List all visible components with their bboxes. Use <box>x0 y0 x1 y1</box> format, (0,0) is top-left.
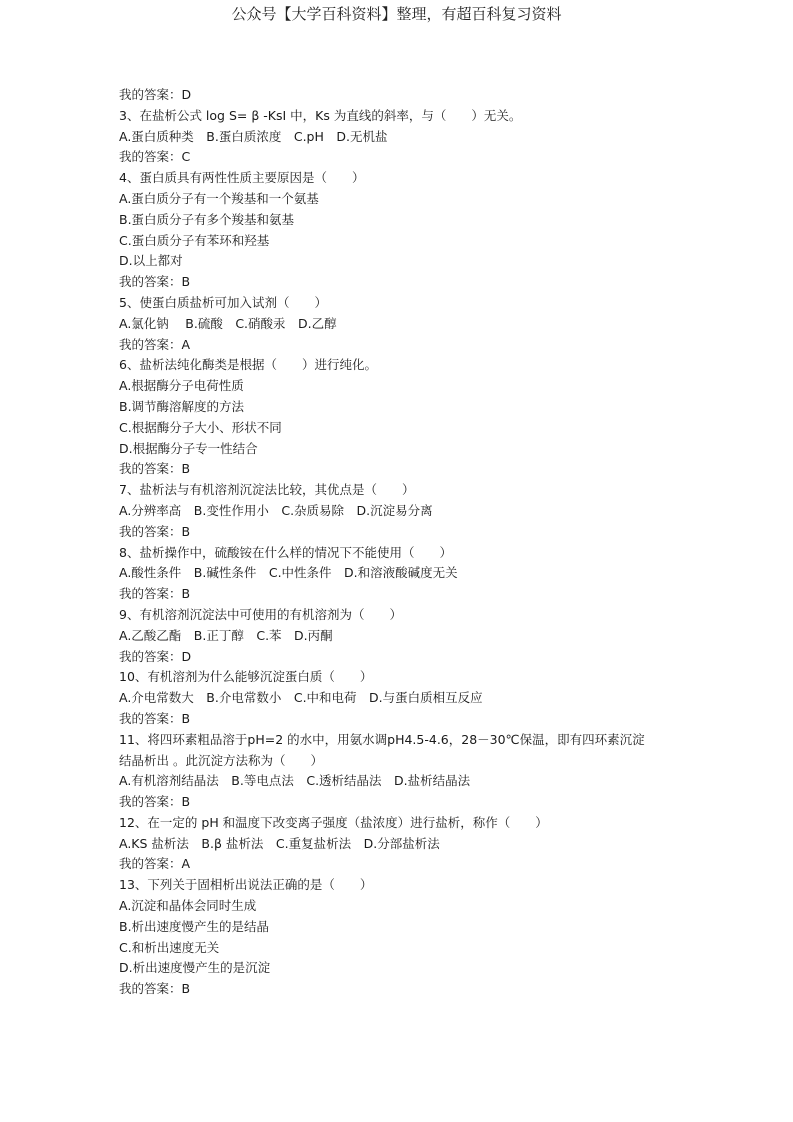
option-line: B.蛋白质分子有多个羧基和氨基 <box>119 211 295 227</box>
options-line: A.有机溶剂结晶法 B.等电点法 C.透析结晶法 D.盐析结晶法 <box>119 773 471 789</box>
answer-line: 我的答案：B <box>119 523 191 539</box>
answer-line: 我的答案：B <box>119 586 191 602</box>
option-line: D.析出速度慢产生的是沉淀 <box>119 960 271 976</box>
question-line: 10、有机溶剂为什么能够沉淀蛋白质（ ） <box>119 669 373 685</box>
page-header: 公众号【大学百科资料】整理，有超百科复习资料 <box>231 5 562 23</box>
options-line: A.KS 盐析法 B.β 盐析法 C.重复盐析法 D.分部盐析法 <box>119 835 440 851</box>
question-line: 4、蛋白质具有两性性质主要原因是（ ） <box>119 170 365 186</box>
answer-line: 我的答案：B <box>119 274 191 290</box>
question-line: 9、有机溶剂沉淀法中可使用的有机溶剂为（ ） <box>119 606 402 622</box>
question-line: 7、盐析法与有机溶剂沉淀法比较，其优点是（ ） <box>119 482 415 498</box>
option-line: C.和析出速度无关 <box>119 939 220 955</box>
option-line: A.蛋白质分子有一个羧基和一个氨基 <box>119 190 319 206</box>
answer-line: 我的答案：B <box>119 461 191 477</box>
answer-line: 我的答案：D <box>119 648 192 664</box>
question-line: 13、下列关于固相析出说法正确的是（ ） <box>119 877 373 893</box>
question-line: 12、在一定的 pH 和温度下改变离子强度（盐浓度）进行盐析，称作（ ） <box>119 814 548 830</box>
question-line: 3、在盐析公式 log S= β -KsI 中，Ks 为直线的斜率，与（ ）无关。 <box>119 107 522 123</box>
answer-line: 我的答案：A <box>119 336 191 352</box>
option-line: D.以上都对 <box>119 253 183 269</box>
option-line: A.根据酶分子电荷性质 <box>119 378 244 394</box>
options-line: A.氯化钠 B.硫酸 C.硝酸汞 D.乙醇 <box>119 315 337 331</box>
options-line: A.酸性条件 B.碱性条件 C.中性条件 D.和溶液酸碱度无关 <box>119 565 458 581</box>
document-body <box>119 85 699 1000</box>
option-line: A.沉淀和晶体会同时生成 <box>119 898 257 914</box>
question-line: 5、使蛋白质盐析可加入试剂（ ） <box>119 294 327 310</box>
options-line: A.乙酸乙酯 B.正丁醇 C.苯 D.丙酮 <box>119 627 333 643</box>
question-line: 11、将四环素粗品溶于pH=2 的水中，用氨水调pH4.5-4.6，28－30℃保温，即有四环素沉淀 <box>119 731 645 747</box>
question-line: 8、盐析操作中，硫酸铵在什么样的情况下不能使用（ ） <box>119 544 452 560</box>
options-line: A.分辨率高 B.变性作用小 C.杂质易除 D.沉淀易分离 <box>119 502 433 518</box>
answer-line: 我的答案：B <box>119 981 191 997</box>
option-line: C.根据酶分子大小、形状不同 <box>119 419 282 435</box>
question-line-continued: 结晶析出 。此沉淀方法称为（ ） <box>119 752 323 768</box>
answer-line: 我的答案：A <box>119 856 191 872</box>
option-line: B.调节酶溶解度的方法 <box>119 398 245 414</box>
option-line: C.蛋白质分子有苯环和羟基 <box>119 232 270 248</box>
question-line: 6、盐析法纯化酶类是根据（ ）进行纯化。 <box>119 357 377 373</box>
options-line: A.介电常数大 B.介电常数小 C.中和电荷 D.与蛋白质相互反应 <box>119 690 483 706</box>
option-line: B.析出速度慢产生的是结晶 <box>119 918 270 934</box>
answer-line: 我的答案：B <box>119 710 191 726</box>
answer-line: 我的答案：B <box>119 794 191 810</box>
option-line: D.根据酶分子专一性结合 <box>119 440 258 456</box>
answer-line: 我的答案：C <box>119 149 191 165</box>
options-line: A.蛋白质种类 B.蛋白质浓度 C.pH D.无机盐 <box>119 128 388 144</box>
answer-line: 我的答案：D <box>119 87 192 102</box>
